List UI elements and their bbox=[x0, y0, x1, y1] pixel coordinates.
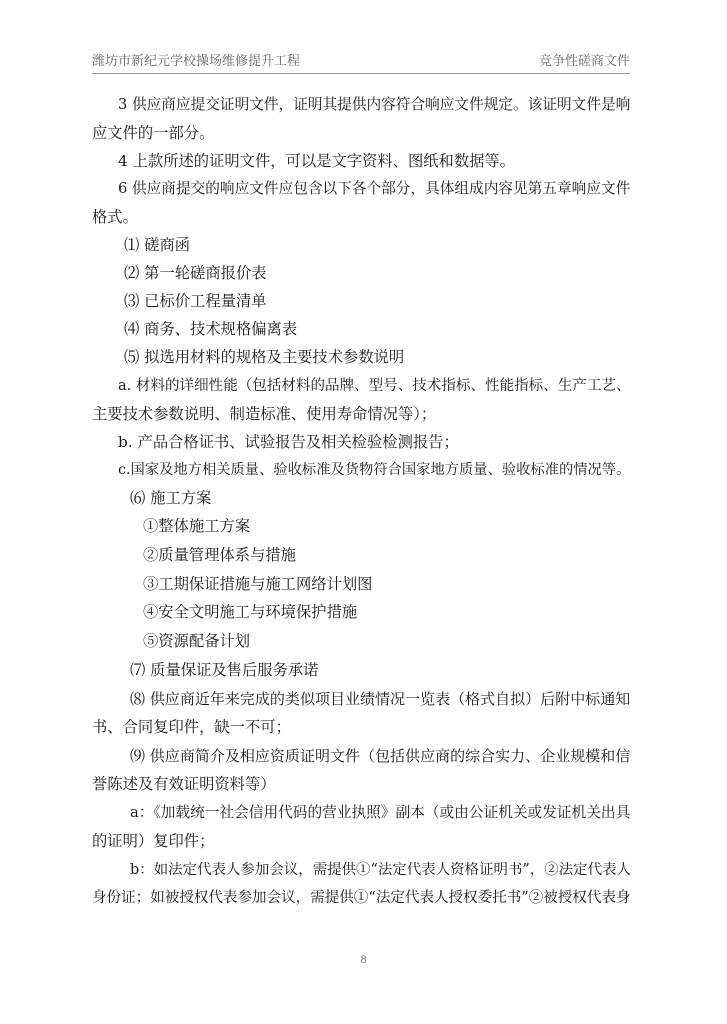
list-item: ⑶ 已标价工程量清单 bbox=[124, 292, 267, 310]
paragraph-line: 3 供应商应提交证明文件，证明其提供内容符合响应文件规定。该证明文件是响 bbox=[118, 96, 631, 113]
sub-item: ⑤资源配备计划 bbox=[143, 632, 251, 650]
sub-item: ②质量管理体系与措施 bbox=[143, 546, 296, 564]
paragraph-line: 身份证；如被授权代表参加会议，需提供①“法定代表人授权委托书”②被授权代表身 bbox=[92, 889, 631, 906]
list-item: ⑼ 供应商简介及相应资质证明文件（包括供应商的综合实力、企业规模和信 bbox=[130, 747, 631, 765]
paragraph-line: 格式。 bbox=[92, 208, 138, 226]
sub-item: c.国家及地方相关质量、验收标准及货物符合国家地方质量、验收标准的情况等。 bbox=[118, 462, 631, 478]
page-header bbox=[92, 50, 630, 72]
paragraph-line: 6 供应商提交的响应文件应包含以下各个部分，具体组成内容见第五章响应文件 bbox=[118, 180, 631, 197]
list-item: ⑸ 拟选用材料的规格及主要技术参数说明 bbox=[124, 348, 405, 366]
paragraph-line: 书、合同复印件，缺一不可； bbox=[92, 718, 291, 736]
paragraph-line: 主要技术参数说明、制造标准、使用寿命情况等）； bbox=[92, 405, 437, 423]
sub-item: ③工期保证措施与施工网络计划图 bbox=[143, 575, 373, 593]
paragraph-line: 4 上款所述的证明文件，可以是文字资料、图纸和数据等。 bbox=[118, 152, 516, 170]
sub-item: a. 材料的详细性能（包括材料的品牌、型号、技术指标、性能指标、生产工艺、 bbox=[118, 377, 631, 394]
list-item: ⑺ 质量保证及售后服务承诺 bbox=[130, 661, 319, 679]
paragraph-line: 的证明）复印件； bbox=[92, 832, 215, 850]
paragraph-line: 誉陈述及有效证明资料等） bbox=[92, 775, 276, 793]
sub-item: a：《加载统一社会信用代码的营业执照》副本（或由公证机关或发证机关出具 bbox=[130, 804, 631, 821]
list-item: ⑷ 商务、技术规格偏离表 bbox=[124, 320, 298, 338]
list-item: ⑻ 供应商近年来完成的类似项目业绩情况一览表（格式自拟）后附中标通知 bbox=[130, 690, 631, 708]
sub-item: b. 产品合格证书、试验报告及相关检验检测报告； bbox=[118, 433, 459, 451]
list-item: ⑴ 磋商函 bbox=[124, 236, 191, 254]
sub-item: b：如法定代表人参加会议，需提供①“法定代表人资格证明书”，②法定代表人 bbox=[130, 862, 631, 878]
page-number: 8 bbox=[360, 955, 367, 966]
sub-item: ④安全文明施工与环境保护措施 bbox=[143, 603, 358, 621]
header-project-title: 潍坊市新纪元学校操场维修提升工程 bbox=[92, 54, 301, 69]
header-rule bbox=[92, 73, 630, 74]
header-document-type: 竞争性磋商文件 bbox=[538, 54, 630, 69]
list-item: ⑵ 第一轮磋商报价表 bbox=[124, 264, 267, 282]
sub-item: ①整体施工方案 bbox=[143, 517, 251, 535]
paragraph-line: 应文件的一部分。 bbox=[92, 124, 215, 142]
list-item: ⑹ 施工方案 bbox=[130, 489, 212, 507]
